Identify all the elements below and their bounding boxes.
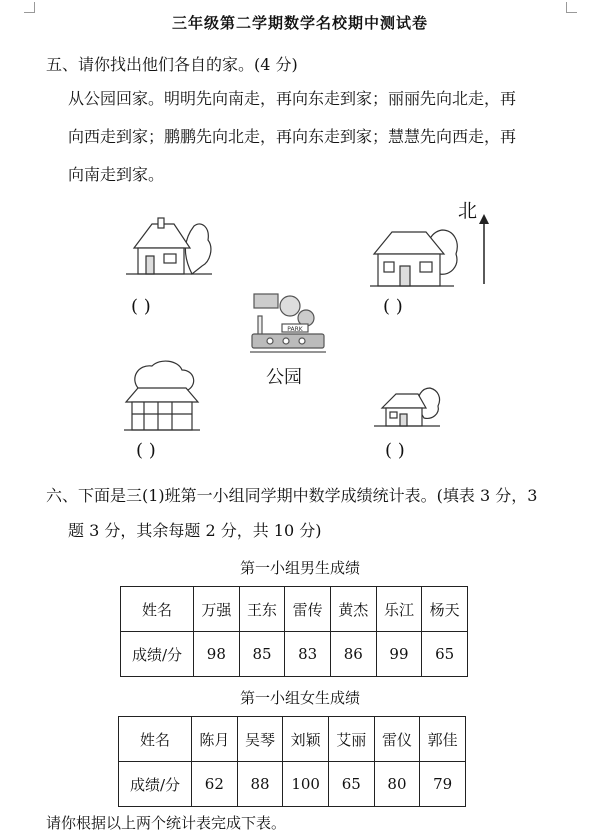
- row-header-score: 成绩/分: [119, 762, 192, 807]
- student-name: 刘颖: [283, 717, 329, 762]
- student-score: 99: [376, 632, 422, 677]
- q6-heading-line-2: 题 3 分，其余每题 2 分，共 10 分): [68, 521, 322, 540]
- q5-line-2: 向西走到家；鹏鹏先向北走，再向东走到家；慧慧先向西走，再: [68, 127, 517, 146]
- row-header-name: 姓名: [119, 717, 192, 762]
- blank-bottom-right[interactable]: ( ): [385, 440, 405, 461]
- student-name: 吴琴: [237, 717, 283, 762]
- student-score: 100: [283, 762, 329, 807]
- student-score: 80: [374, 762, 420, 807]
- student-score: 62: [192, 762, 238, 807]
- q5-line-1: 从公园回家。明明先向南走，再向东走到家；丽丽先向北走，再: [68, 89, 517, 108]
- student-score: 86: [330, 632, 376, 677]
- girls-grades-table: [118, 716, 466, 807]
- house-top-left-icon: [122, 214, 214, 280]
- page-title: 三年级第二学期数学名校期中测试卷: [171, 14, 428, 32]
- park-icon: [248, 290, 328, 360]
- q5-heading: 五、请你找出他们各自的家。(4 分): [46, 55, 298, 74]
- q5-line-3: 向南走到家。: [68, 165, 165, 184]
- student-name: 黄杰: [330, 587, 376, 632]
- blank-top-left[interactable]: ( ): [131, 296, 151, 317]
- table-row: [119, 717, 466, 762]
- table-row: [119, 762, 466, 807]
- q6-footer: 请你根据以上两个统计表完成下表。: [46, 814, 287, 832]
- boys-grades-table: [120, 586, 468, 677]
- student-score: 98: [194, 632, 240, 677]
- student-score: 79: [420, 762, 466, 807]
- student-score: 88: [237, 762, 283, 807]
- boys-table-caption: 第一小组男生成绩: [239, 559, 360, 577]
- student-name: 艾丽: [328, 717, 374, 762]
- student-name: 雷传: [285, 587, 331, 632]
- student-name: 杨天: [422, 587, 468, 632]
- house-top-right-icon: [370, 222, 460, 292]
- student-name: 乐江: [376, 587, 422, 632]
- north-label: 北: [458, 200, 478, 222]
- student-name: 王东: [239, 587, 285, 632]
- blank-top-right[interactable]: ( ): [383, 296, 403, 317]
- student-score: 65: [422, 632, 468, 677]
- student-score: 65: [328, 762, 374, 807]
- student-name: 雷仪: [374, 717, 420, 762]
- student-score: 85: [239, 632, 285, 677]
- park-sign: PARK: [287, 326, 303, 333]
- house-bottom-left-icon: [124, 358, 202, 434]
- row-header-score: 成绩/分: [121, 632, 194, 677]
- q6-heading: 六、下面是三(1)班第一小组同学期中数学成绩统计表。(填表 3 分，3: [46, 486, 538, 505]
- park-label: 公园: [266, 367, 302, 388]
- q5-paragraph: [68, 80, 548, 194]
- blank-bottom-left[interactable]: ( ): [136, 440, 156, 461]
- table-row: [121, 587, 468, 632]
- table-row: [121, 632, 468, 677]
- girls-table-caption: 第一小组女生成绩: [239, 689, 360, 707]
- student-name: 陈月: [192, 717, 238, 762]
- house-bottom-right-icon: [372, 384, 442, 432]
- student-name: 万强: [194, 587, 240, 632]
- student-score: 83: [285, 632, 331, 677]
- row-header-name: 姓名: [121, 587, 194, 632]
- north-arrow-icon: [476, 214, 492, 286]
- student-name: 郭佳: [420, 717, 466, 762]
